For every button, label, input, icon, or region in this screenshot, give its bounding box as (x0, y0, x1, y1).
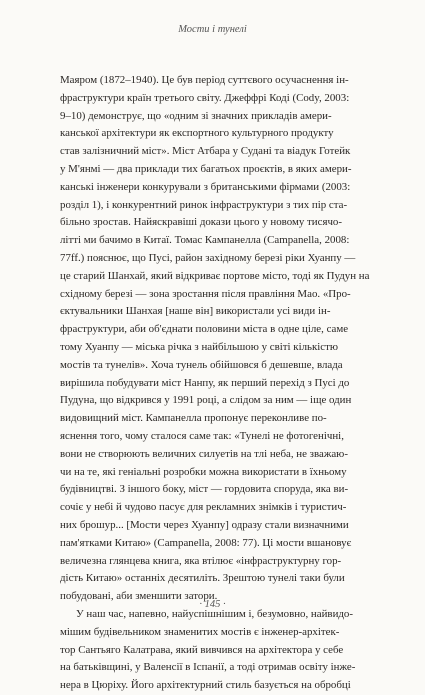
text-line: вирішила побудувати міст Нанпу, як перший перехід з Пусі до (60, 376, 350, 389)
text-line: східному березі — зона зростання після правління Мао. «Про- (60, 287, 351, 300)
text-line: дість Китаю» останніх десятиліть. Зрештою тунелі таки були (60, 572, 345, 585)
text-line: Пудуна, що відкрився у 1991 році, а слідом за ним — іще один (60, 394, 352, 407)
text-line: чи на те, які геніальні розробки можна використати в їхньому (60, 465, 347, 478)
text-line: яснення того, чому сталося саме так: «Тунелі не фотогенічні, (60, 429, 344, 442)
text-line: них брошур... [Мости через Хуанпу] одразу стали визначними (60, 518, 349, 531)
text-line: став залізничний міст». Міст Атбара у Судані та віадук Готейк (60, 145, 351, 158)
text-line: канської архітектури як експортного культурного продукту (60, 127, 334, 140)
text-line: фраструктури, аби об'єднати половини міста в одне ціле, саме (60, 323, 349, 336)
text-line: фраструктури країн третього світу. Джеффрі Коді (Cody, 2003: (60, 91, 350, 104)
text-line: мішим будівельником знаменитих мостів є інженер-архітек- (60, 625, 340, 638)
text-line: тор Сантьяго Калатрава, який вивчився на архітектора у себе (60, 643, 344, 656)
text-line: пам'ятками Китаю» (Campanella, 2008: 77). Ці мости вшановує (60, 536, 352, 549)
text-line: тому Хуанпу — міська річка з найбільшою у світі кількістю (60, 340, 339, 353)
text-line: 77ff.) пояснює, що Пусі, район західному березі ріки Хуанпу — (60, 251, 356, 264)
paragraph-first-line: У наш час, напевно, найуспішнішим і, безумовно, найвидо- (76, 607, 354, 620)
text-line: 9–10) демонструє, що «одним зі значних прикладів амери- (60, 109, 332, 122)
text-line: будівництві. З іншого боку, міст — гордовита споруда, яка ви- (60, 483, 349, 496)
text-line: це старий Шанхай, який відкриває портове місто, тоді як Пудун на (60, 269, 370, 282)
text-line: мостів та тунелів». Хоча тунель обійшовся б дешевше, влада (60, 358, 343, 371)
text-line: єктувальники Шанхая [наше він] використали усі види ін- (60, 305, 331, 318)
text-line: більно зростав. Найяскравіші докази цього у новому тисячо- (60, 216, 343, 229)
text-line: у М'янмі — два приклади тих багатьох проєктів, в яких амери- (60, 162, 352, 175)
text-line: канські інженери конкурували з британськими фірмами (2003: (60, 180, 351, 193)
text-line: літті ми бачимо в Китаї. Томас Кампанелла (Campanella, 2008: (60, 234, 350, 247)
text-line: видовищний міст. Кампанелла пропонує переконливе по- (60, 412, 327, 425)
text-line: сочіє у небі й чудово пасує для рекламних знімків і туристич- (60, 501, 347, 514)
text-line: вони не створюють величних силуетів на тлі неба, не зважаю- (60, 447, 348, 460)
page-number: · 145 · (199, 599, 226, 610)
text-line: розділ 1), і конкурентний ринок інфраструктури з тих пір ста- (60, 198, 348, 211)
text-line: побудовані, аби зменшити затори. (60, 590, 218, 603)
running-head: Мости і тунелі (178, 24, 247, 35)
text-line: нера в Цюріху. Його архітектурний стиль базується на обробці (60, 679, 351, 692)
text-line: Маяром (1872–1940). Це був період суттєвого осучаснення ін- (60, 74, 349, 86)
text-line: на батьківщині, у Валенсії в Іспанії, а тоді отримав освіту інже- (60, 661, 356, 674)
text-line: величезна глянцева книга, яка втілює «інфраструктурну гор- (60, 554, 342, 567)
